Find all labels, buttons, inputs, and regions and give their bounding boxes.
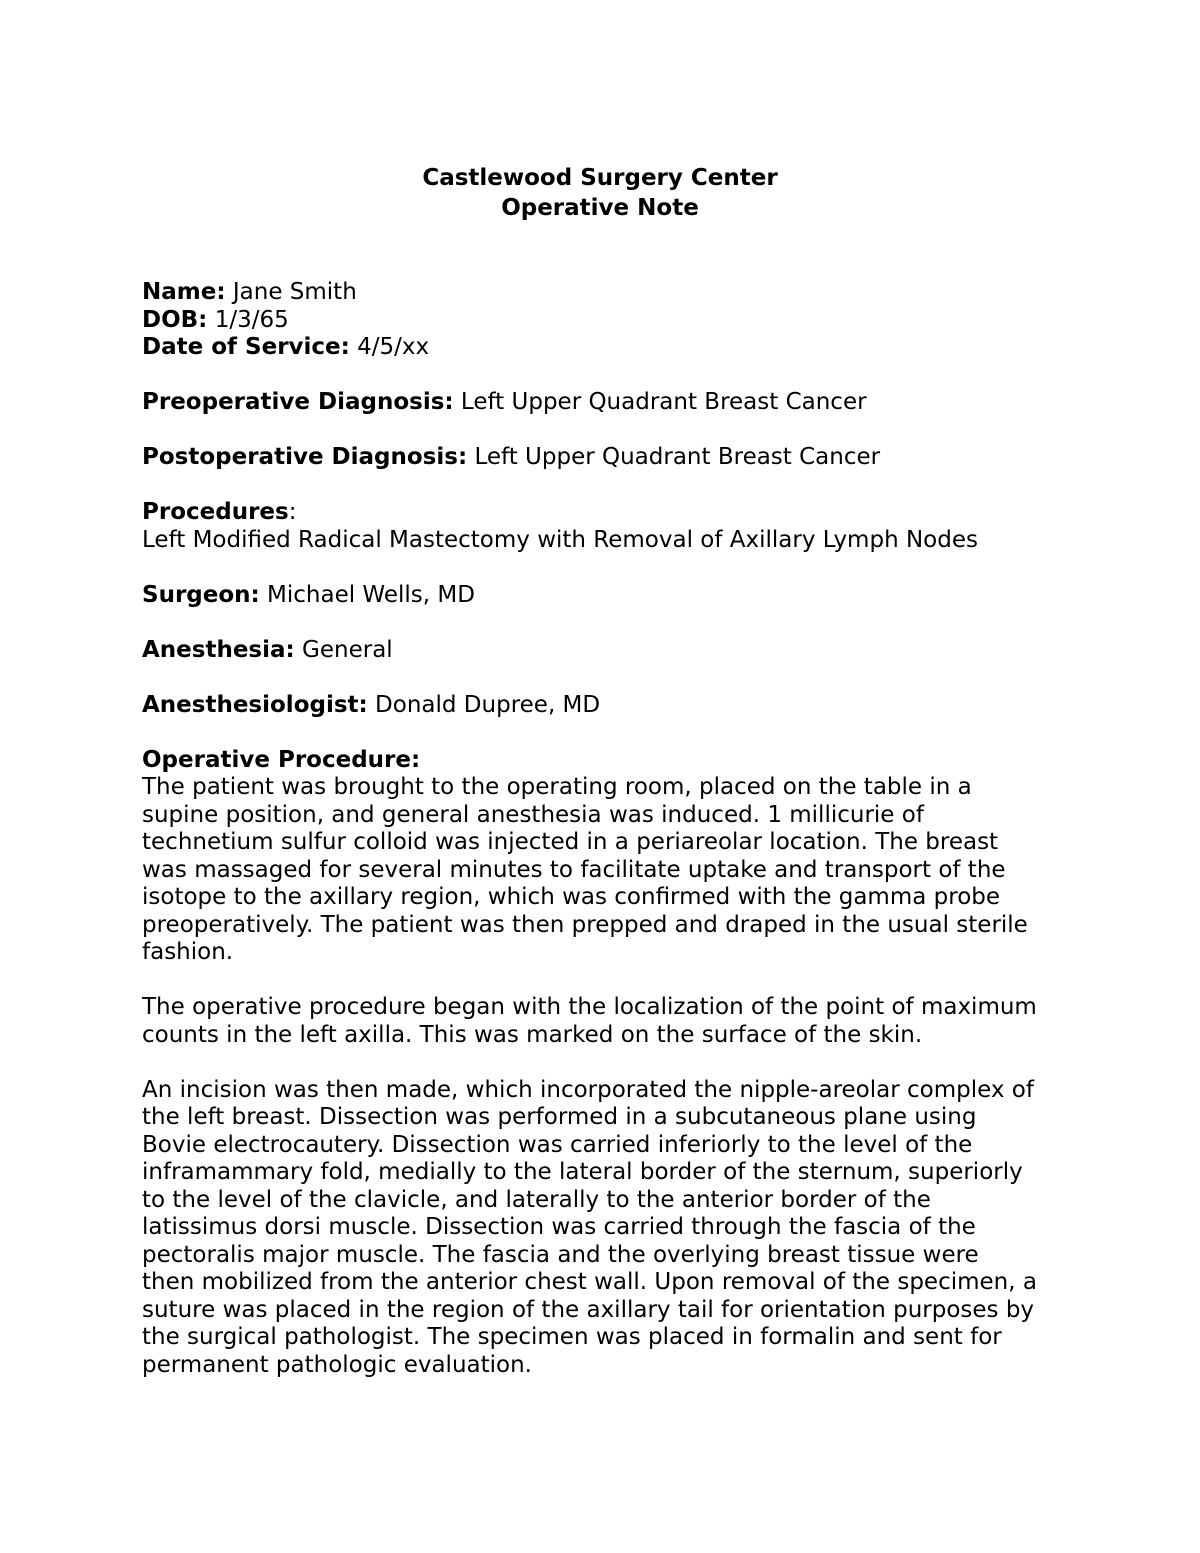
service-date-value: 4/5/xx: [357, 334, 430, 360]
paragraph-line: the surgical pathologist. The specimen was placed in formalin and sent for: [142, 1324, 1002, 1350]
paragraph-line: was massaged for several minutes to facilitate uptake and transport of the: [142, 856, 1006, 883]
facility-name: Castlewood Surgery Center: [422, 165, 778, 191]
paragraph-line: An incision was then made, which incorporated the nipple-areolar complex of: [142, 1076, 1034, 1103]
preop-diagnosis-label: Preoperative Diagnosis:: [142, 389, 454, 415]
preop-diagnosis-row: [142, 389, 1072, 417]
paragraph-line: inframammary fold, medially to the lateral border of the sternum, superiorly: [142, 1159, 1023, 1185]
paragraph-line: fashion.: [142, 939, 234, 965]
note-body: [142, 279, 1072, 1379]
patient-name-row: [142, 279, 1072, 307]
paragraph-line: preoperatively. The patient was then prepped and draped in the usual sterile: [142, 911, 1028, 938]
surgeon-label: Surgeon:: [142, 581, 260, 608]
paragraph-line: supine position, and general anesthesia was induced. 1 millicurie of: [142, 801, 924, 828]
operative-paragraph-1: [142, 774, 1072, 967]
paragraph-line: to the level of the clavicle, and laterally to the anterior border of the: [142, 1186, 931, 1213]
anesthesia-row: [142, 637, 1072, 665]
anesthesia-label: Anesthesia:: [142, 636, 295, 663]
document-header: [0, 163, 1200, 223]
paragraph-line: counts in the left axilla. This was marked on the surface of the skin.: [142, 1021, 923, 1048]
document-title: Operative Note: [501, 195, 699, 221]
paragraph-line: Bovie electrocautery. Dissection was carried inferiorly to the level of the: [142, 1131, 973, 1158]
anesthesiologist-row: [142, 692, 1072, 720]
anesthesiologist-value: Donald Dupree, MD: [375, 691, 601, 718]
anesthesiologist-label: Anesthesiologist:: [142, 691, 368, 718]
procedures-value: Left Modified Radical Mastectomy with Removal of Axillary Lymph Nodes: [142, 526, 978, 553]
operative-paragraph-3: [142, 1077, 1072, 1380]
dob-row: [142, 307, 1072, 335]
surgeon-value: Michael Wells, MD: [267, 581, 475, 608]
surgeon-row: [142, 582, 1072, 610]
paragraph-line: latissimus dorsi muscle. Dissection was carried through the fascia of the: [142, 1214, 976, 1240]
dob-value: 1/3/65: [214, 306, 289, 333]
postop-diagnosis-label: Postoperative Diagnosis:: [142, 444, 468, 470]
paragraph-line: technetium sulfur colloid was injected in a periareolar location. The breast: [142, 829, 999, 855]
paragraph-line: suture was placed in the region of the axillary tail for orientation purposes by: [142, 1296, 1035, 1323]
anesthesia-value: General: [302, 636, 393, 663]
paragraph-line: permanent pathologic evaluation.: [142, 1351, 532, 1378]
patient-name-value: Jane Smith: [232, 279, 357, 305]
paragraph-line: The patient was brought to the operating room, placed on the table in a: [142, 774, 972, 800]
paragraph-line: the left breast. Dissection was performed in a subcutaneous plane using: [142, 1104, 977, 1130]
postop-diagnosis-value: Left Upper Quadrant Breast Cancer: [474, 444, 881, 470]
paragraph-line: isotope to the axillary region, which was confirmed with the gamma probe: [142, 884, 1001, 910]
procedures-colon: :: [288, 499, 297, 525]
postop-diagnosis-row: [142, 444, 1072, 472]
patient-name-label: Name:: [142, 279, 226, 305]
procedures-heading: [142, 499, 1072, 527]
service-date-label: Date of Service:: [142, 334, 350, 360]
dob-label: DOB:: [142, 306, 208, 333]
operative-paragraph-2: [142, 994, 1072, 1049]
paragraph-line: pectoralis major muscle. The fascia and the overlying breast tissue were: [142, 1241, 979, 1268]
preop-diagnosis-value: Left Upper Quadrant Breast Cancer: [460, 389, 867, 415]
paragraph-line: The operative procedure began with the localization of the point of maximum: [142, 994, 1037, 1020]
operative-procedure-heading: Operative Procedure:: [142, 746, 421, 773]
service-date-row: [142, 334, 1072, 362]
procedures-label: Procedures: [142, 499, 289, 525]
paragraph-line: then mobilized from the anterior chest wall. Upon removal of the specimen, a: [142, 1269, 1037, 1295]
